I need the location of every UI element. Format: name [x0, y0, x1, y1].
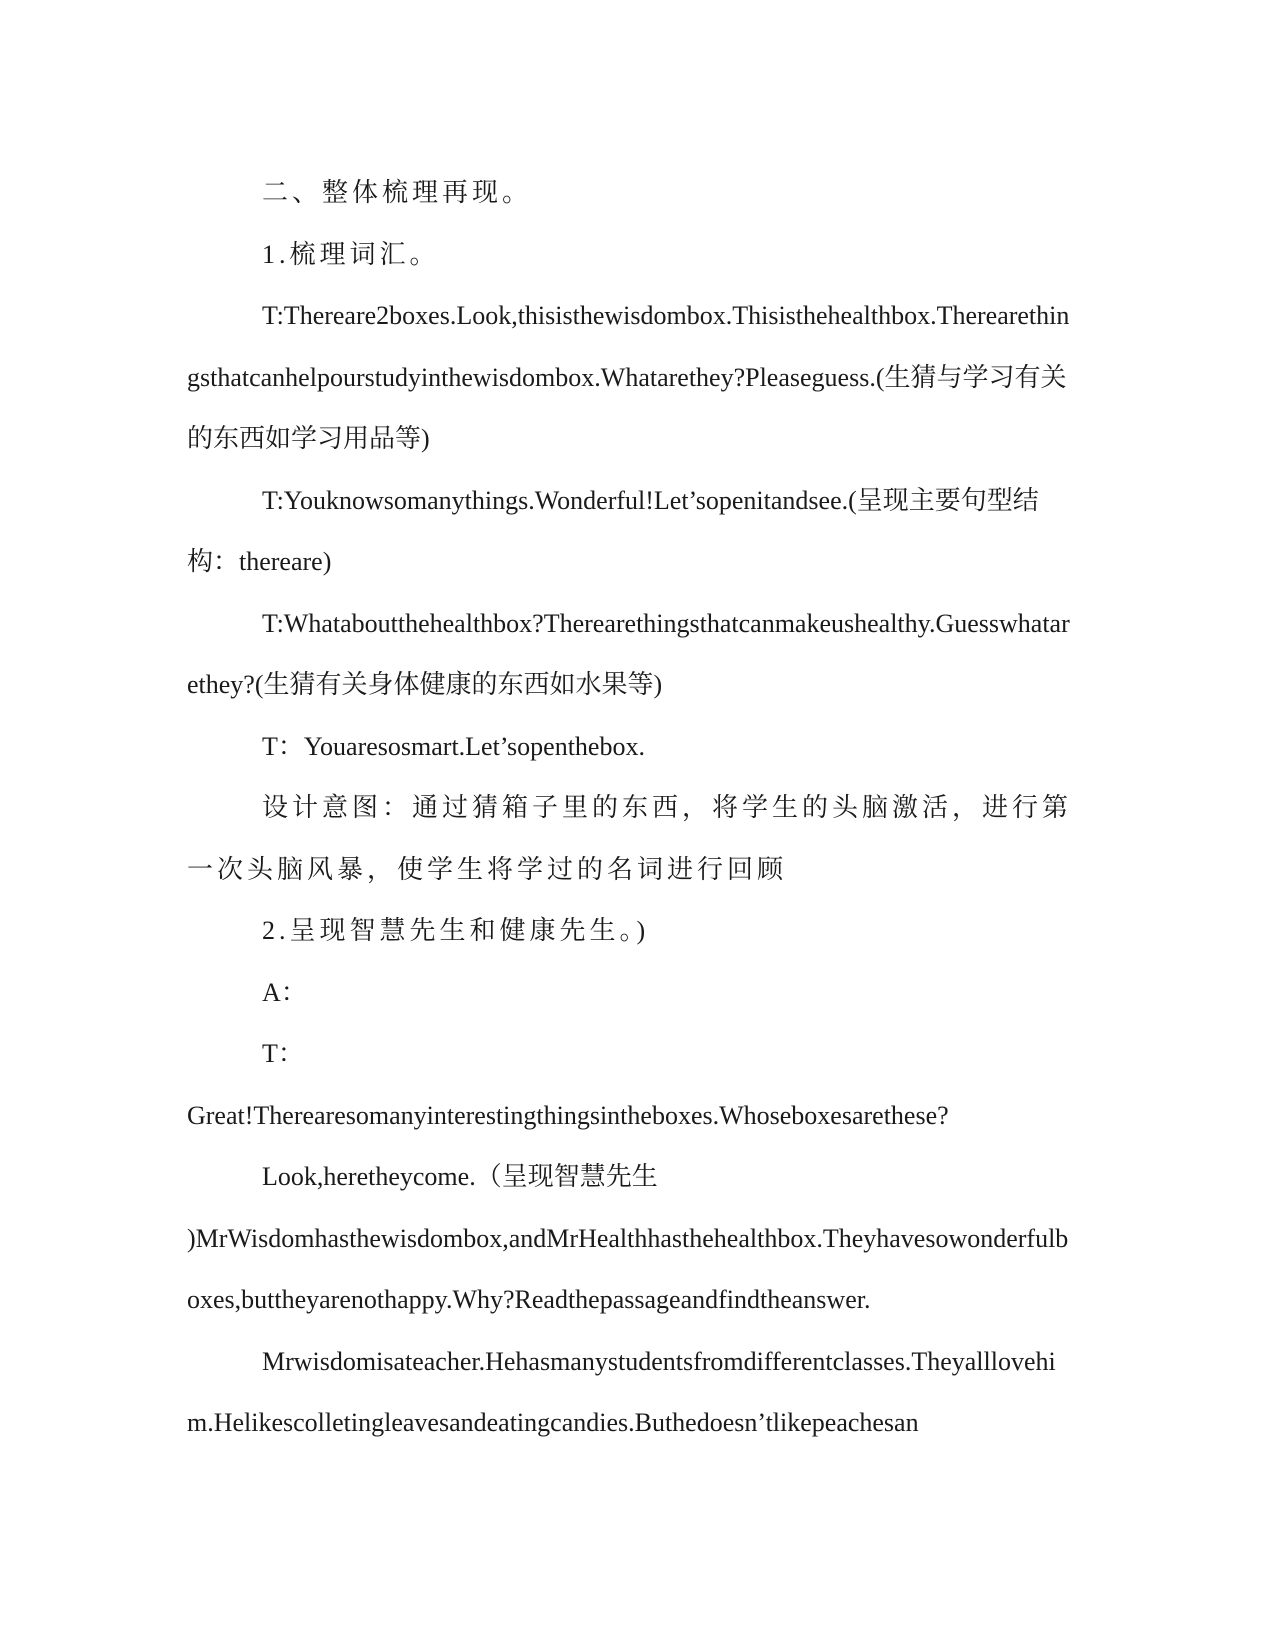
- paragraph: T:Thereare2boxes.Look,thisisthewisdombox.Thisisthehealthbox.Therearethingsthatcanhelpourstudyinthewisdombox.Whatarethey?Pleaseguess.(生猜与学习有关的东西如学习用品等): [187, 301, 1070, 453]
- paragraph: Look,heretheycome.（呈现智慧先生: [262, 1162, 658, 1191]
- paragraph: Great!Therearesomanyinterestingthingsintheboxes.Whoseboxesarethese?: [187, 1100, 949, 1130]
- paragraph: T:Youknowsomanythings.Wonderful!Let’sopenitandsee.(呈现主要句型结构：thereare): [187, 485, 1039, 576]
- design-intent-paragraph: 设计意图：通过猜箱子里的东西，将学生的头脑激活，进行第一次头脑风暴，使学生将学过的名词进行回顾: [187, 793, 1073, 884]
- paragraph: Mrwisdomisateacher.Hehasmanystudentsfromdifferentclasses.Theyalllovehim.Helikescolletingleavesandeatingcandies.Buthedoesn’tlikepeachesan: [187, 1346, 1056, 1437]
- paragraph: T：: [262, 1039, 304, 1068]
- paragraph: A：: [262, 977, 307, 1007]
- subsection-heading: 1.梳理词汇。: [262, 239, 440, 269]
- paragraph: )MrWisdomhasthewisdombox,andMrHealthhasthehealthbox.Theyhavesowonderfulboxes,buttheyarenothappy.Why?Readthepassageandfindtheanswer.: [187, 1223, 1069, 1314]
- section-heading: 二、整体梳理再现。: [262, 178, 533, 207]
- paragraph: T：Youaresosmart.Let’sopenthebox.: [262, 731, 645, 761]
- document-body: [187, 162, 1077, 1454]
- subsection-heading: 2.呈现智慧先生和健康先生。): [262, 916, 650, 945]
- paragraph: T:Whataboutthehealthbox?Therearethingsthatcanmakeushealthy.Guesswhatarethey?(生猜有关身体健康的东西如水果等): [187, 608, 1070, 699]
